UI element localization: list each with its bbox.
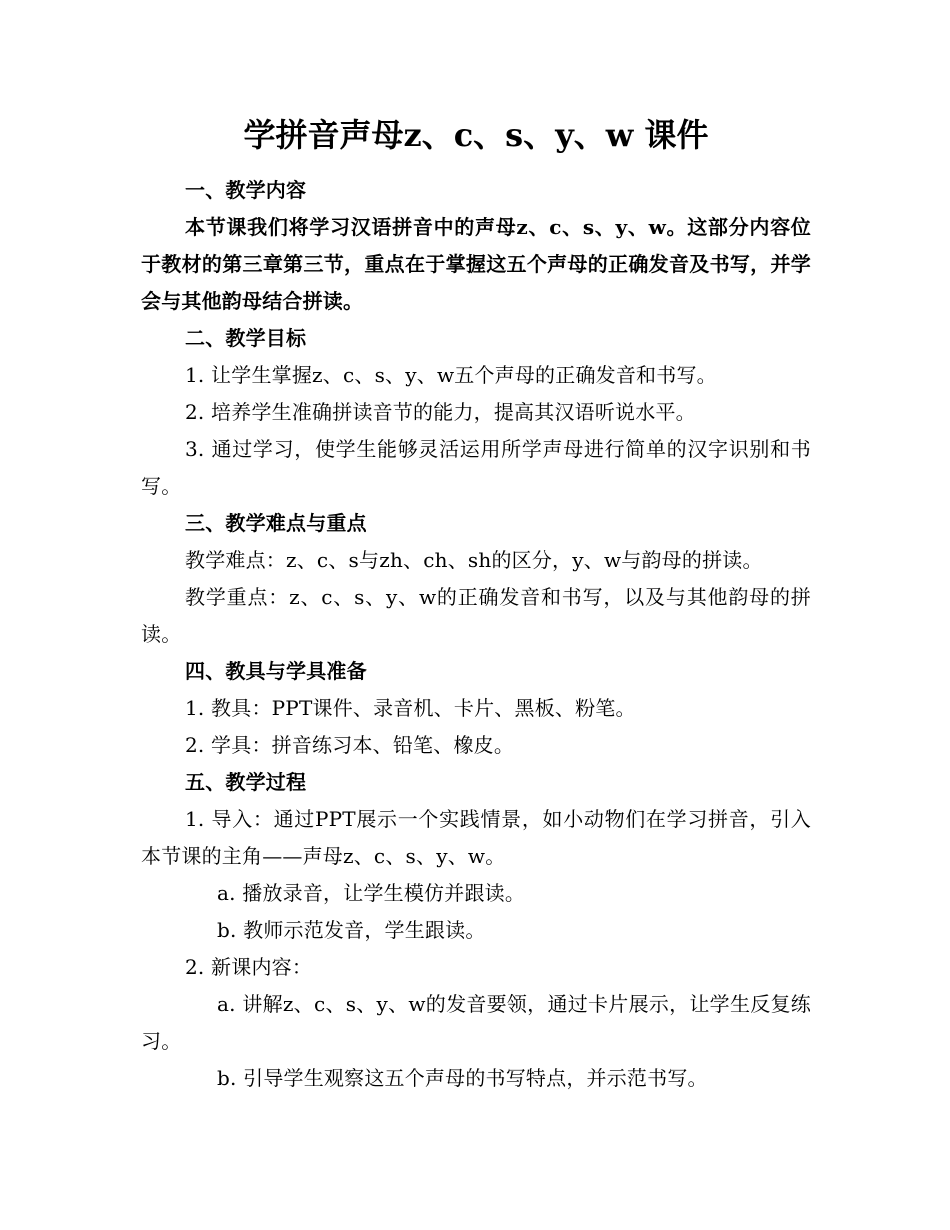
process-substep: a. 讲解z、c、s、y、w的发音要领，通过卡片展示，让学生反复练习。 — [141, 992, 811, 1053]
material-item: 2. 学具：拼音练习本、铅笔、橡皮。 — [185, 733, 515, 757]
process-step: 1. 导入：通过PPT展示一个实践情景，如小动物们在学习拼音，引入本节课的主角——声母z、c、s、y、w。 — [141, 807, 811, 868]
difficulty-text: 教学难点：z、c、s与zh、ch、sh的区分，y、w与韵母的拼读。 — [185, 548, 763, 572]
section-heading-objectives: 二、教学目标 — [185, 326, 307, 350]
process-substep: a. 播放录音，让学生模仿并跟读。 — [217, 881, 526, 905]
process-substep: b. 教师示范发音，学生跟读。 — [217, 918, 486, 942]
section-heading-difficulties: 三、教学难点与重点 — [185, 511, 367, 535]
document-title: 学拼音声母z、c、s、y、w 课件 — [243, 116, 709, 154]
key-point-text: 教学重点：z、c、s、y、w的正确发音和书写，以及与其他韵母的拼读。 — [141, 585, 811, 646]
objective-item: 2. 培养学生准确拼读音节的能力，提高其汉语听说水平。 — [185, 400, 696, 424]
objective-item: 1. 让学生掌握z、c、s、y、w五个声母的正确发音和书写。 — [185, 363, 717, 387]
process-step: 2. 新课内容： — [185, 955, 313, 979]
section-heading-materials: 四、教具与学具准备 — [185, 659, 367, 683]
material-item: 1. 教具：PPT课件、录音机、卡片、黑板、粉笔。 — [185, 696, 636, 720]
section-heading-process: 五、教学过程 — [185, 770, 307, 794]
process-substep: b. 引导学生观察这五个声母的书写特点，并示范书写。 — [217, 1066, 708, 1090]
objective-item: 3. 通过学习，使学生能够灵活运用所学声母进行简单的汉字识别和书写。 — [141, 437, 811, 498]
document-page — [141, 112, 811, 1097]
content-paragraph: 本节课我们将学习汉语拼音中的声母z、c、s、y、w。这部分内容位于教材的第三章第三节，重点在于掌握这五个声母的正确发音及书写，并学会与其他韵母结合拼读。 — [141, 215, 811, 313]
section-heading-content: 一、教学内容 — [185, 178, 307, 202]
